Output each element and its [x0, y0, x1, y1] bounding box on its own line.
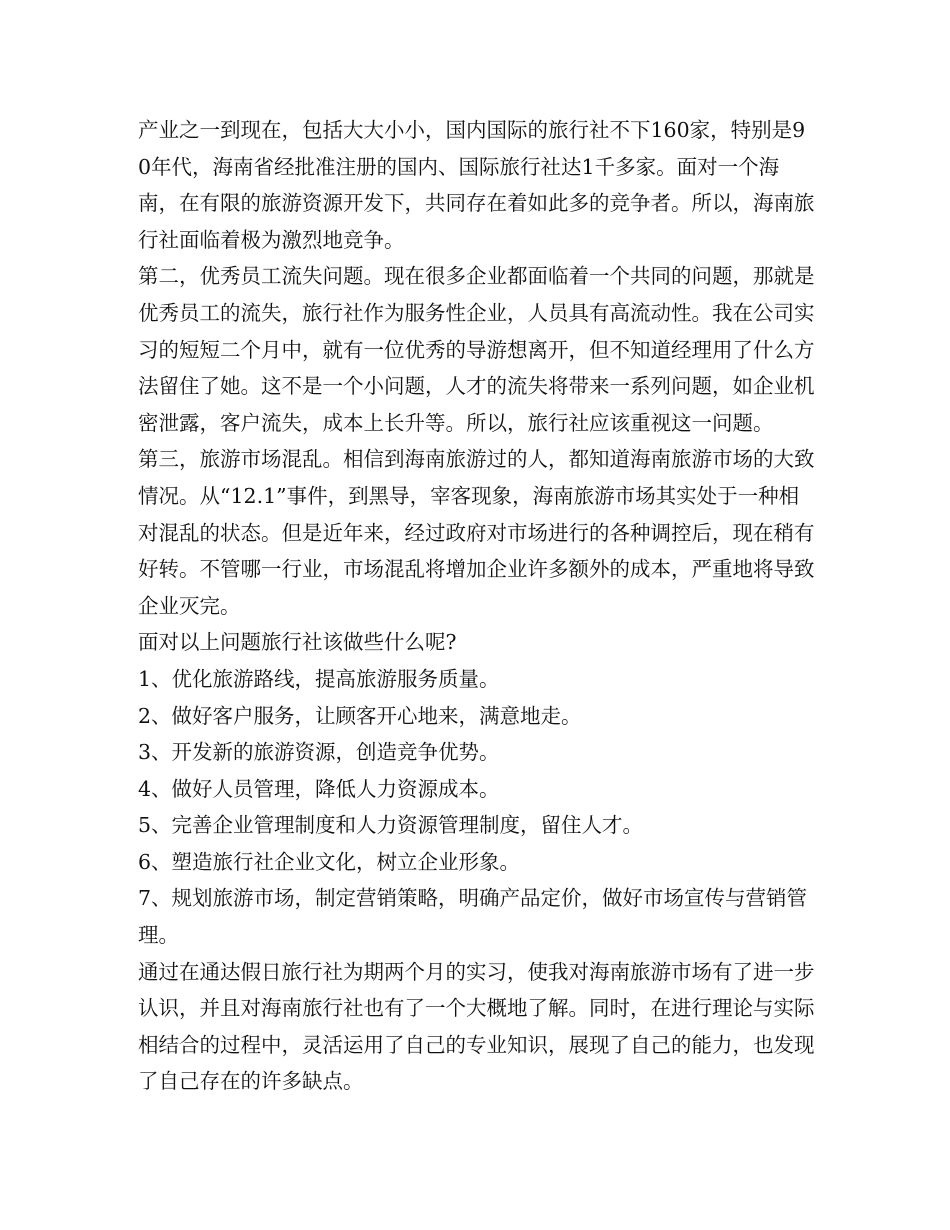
paragraph-competition: 产业之一到现在，包括大大小小，国内国际的旅行社不下160家，特别是90年代，海南省经批准注册的国内、国际旅行社达1千多家。面对一个海南，在有限的旅游资源开发下，共同存在着如此多的竞争者。所以，海南旅行社面临着极为激烈地竞争。	[138, 118, 815, 252]
list-item-3: 3、开发新的旅游资源，创造竞争优势。	[138, 740, 500, 765]
list-item-2: 2、做好客户服务，让顾客开心地来，满意地走。	[138, 703, 582, 728]
paragraph-staff-turnover: 第二，优秀员工流失问题。现在很多企业都面临着一个共同的问题，那就是优秀员工的流失，旅行社作为服务性企业，人员具有高流动性。我在公司实习的短短二个月中，就有一位优秀的导游想离开，但不知道经理用了什么方法留住了她。这不是一个小问题，人才的流失将带来一系列问题，如企业机密泄露，客户流失，成本上长升等。所以，旅行社应该重视这一问题。	[138, 264, 815, 435]
document-body	[138, 112, 818, 1100]
list-item-5: 5、完善企业管理制度和人力资源管理制度，留住人才。	[138, 813, 644, 838]
list-item-4: 4、做好人员管理，降低人力资源成本。	[138, 776, 500, 801]
list-item-6: 6、塑造旅行社企业文化，树立企业形象。	[138, 849, 521, 874]
list-item-7: 7、规划旅游市场，制定营销策略，明确产品定价，做好市场宣传与营销管理。	[138, 886, 808, 948]
list-item-1: 1、优化旅游路线，提高旅游服务质量。	[138, 666, 500, 691]
paragraph-market-disorder: 第三，旅游市场混乱。相信到海南旅游过的人，都知道海南旅游市场的大致情况。从“12.1”事件，到黑导，宰客现象，海南旅游市场其实处于一种相对混乱的状态。但是近年来，经过政府对市场进行的各种调控后，现在稍有好转。不管哪一行业，市场混乱将增加企业许多额外的成本，严重地将导致企业灭完。	[138, 447, 815, 618]
paragraph-question: 面对以上问题旅行社该做些什么呢?	[138, 630, 457, 655]
paragraph-conclusion: 通过在通达假日旅行社为期两个月的实习，使我对海南旅游市场有了进一步认识，并且对海南旅行社也有了一个大概地了解。同时，在进行理论与实际相结合的过程中，灵活运用了自己的专业知识，展现了自己的能力，也发现了自己存在的许多缺点。	[138, 959, 815, 1094]
